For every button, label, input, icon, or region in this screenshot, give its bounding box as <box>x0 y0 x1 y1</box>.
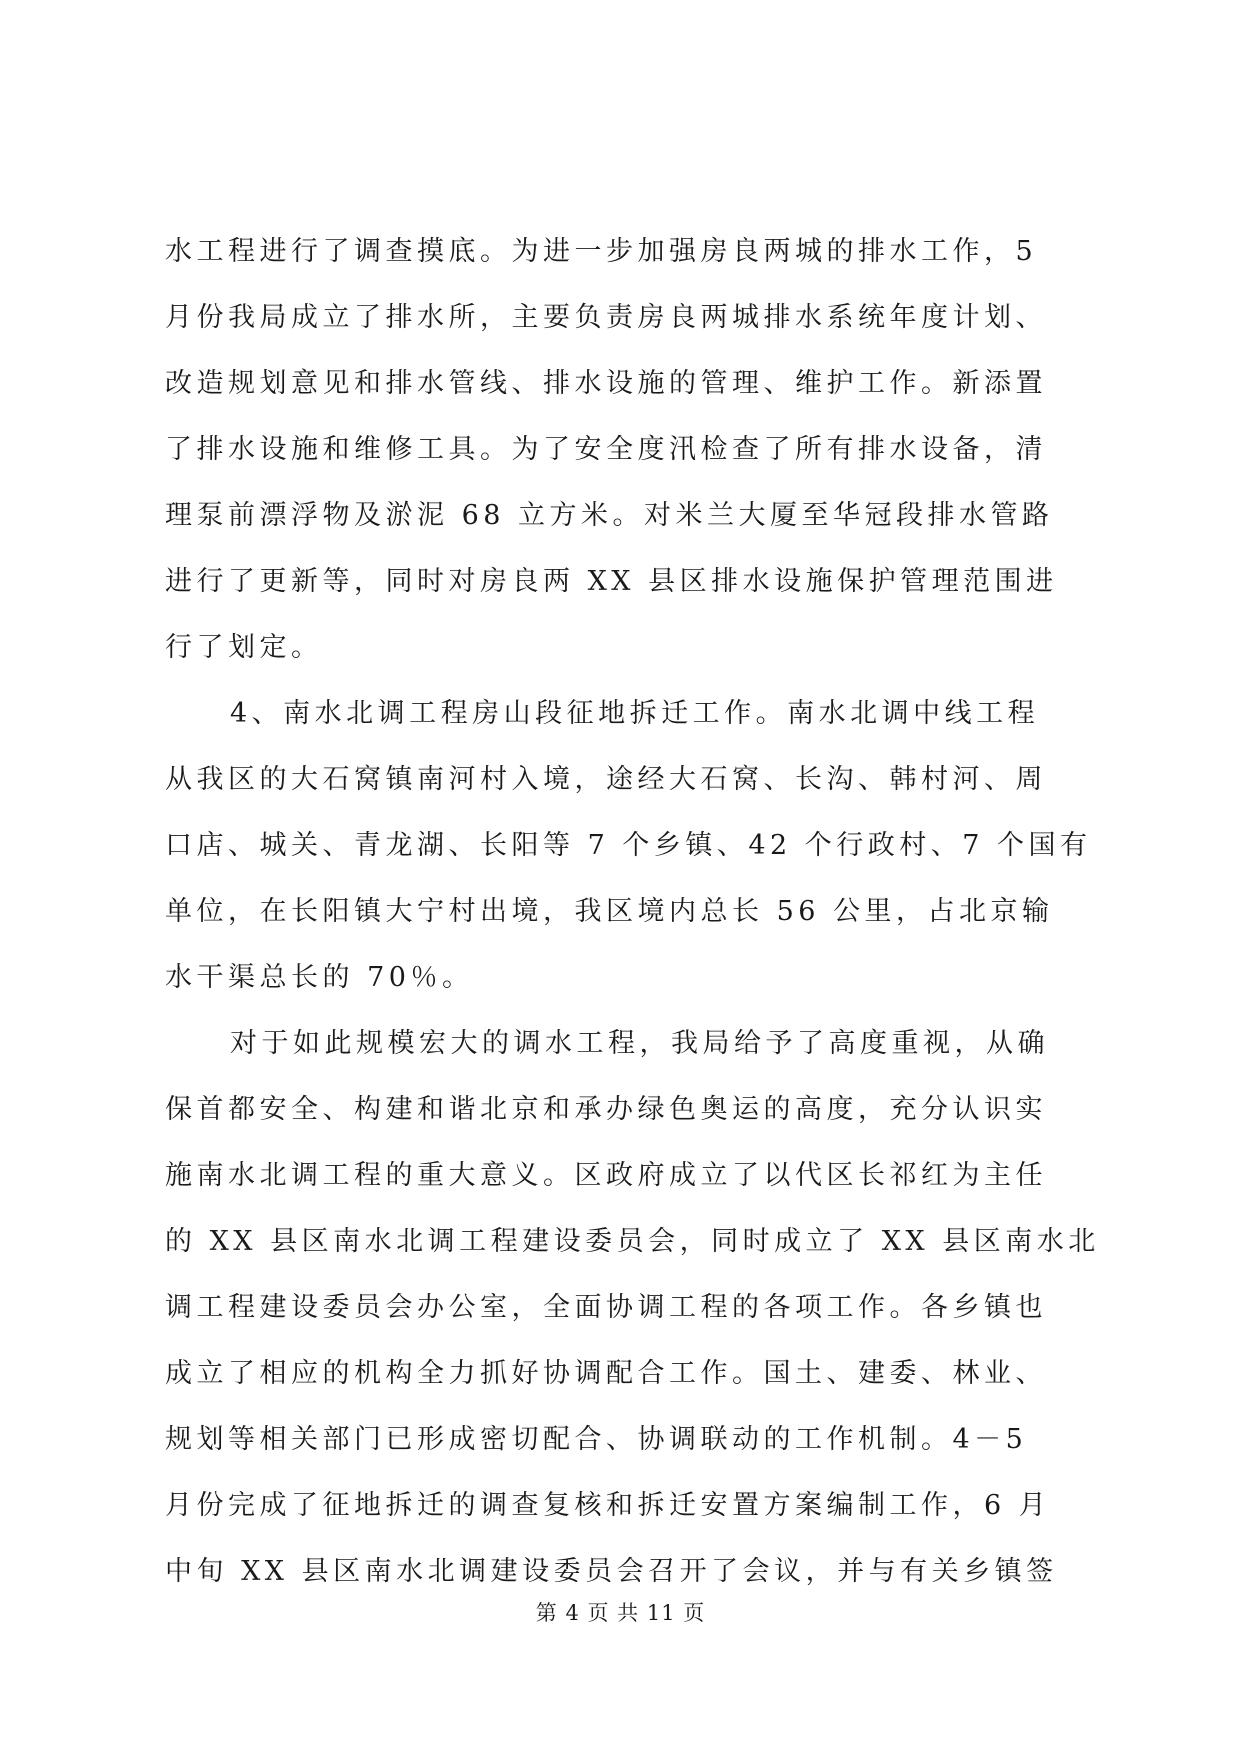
body-line: 从我区的大石窝镇南河村入境，途经大石窝、长沟、韩村河、周 <box>165 764 1047 795</box>
body-line: 月份我局成立了排水所，主要负责房良两城排水系统年度计划、 <box>165 302 1047 333</box>
body-line: 保首都安全、构建和谐北京和承办绿色奥运的高度，充分认识实 <box>165 1094 1047 1125</box>
paragraph-first-line: 对于如此规模宏大的调水工程，我局给予了高度重视，从确 <box>230 1028 1049 1059</box>
body-line: 月份完成了征地拆迁的调查复核和拆迁安置方案编制工作，6 月 <box>165 1490 1051 1521</box>
body-line: 口店、城关、青龙湖、长阳等 7 个乡镇、42 个行政村、7 个国有 <box>165 830 1092 861</box>
body-line: 中旬 XX 县区南水北调建设委员会召开了会议，并与有关乡镇签 <box>165 1556 1058 1587</box>
body-line: 水工程进行了调查摸底。为进一步加强房良两城的排水工作，5 <box>165 236 1038 267</box>
body-line: 进行了更新等，同时对房良两 XX 县区排水设施保护管理范围进 <box>165 566 1058 597</box>
body-line: 水干渠总长的 70％。 <box>165 962 474 993</box>
body-line: 成立了相应的机构全力抓好协调配合工作。国土、建委、林业、 <box>165 1358 1047 1389</box>
page-number-footer: 第 4 页 共 11 页 <box>535 1601 706 1625</box>
body-line: 改造规划意见和排水管线、排水设施的管理、维护工作。新添置 <box>165 368 1047 399</box>
body-line: 理泵前漂浮物及淤泥 68 立方米。对米兰大厦至华冠段排水管路 <box>165 500 1054 531</box>
body-line: 的 XX 县区南水北调工程建设委员会，同时成立了 XX 县区南水北 <box>165 1226 1100 1257</box>
body-line: 行了划定。 <box>165 632 323 663</box>
body-line: 施南水北调工程的重大意义。区政府成立了以代区长祁红为主任 <box>165 1160 1047 1191</box>
paragraph-first-line: 4、南水北调工程房山段征地拆迁工作。南水北调中线工程 <box>230 698 1040 729</box>
body-line: 规划等相关部门已形成密切配合、协调联动的工作机制。4－5 <box>165 1424 1028 1455</box>
body-line: 调工程建设委员会办公室，全面协调工程的各项工作。各乡镇也 <box>165 1292 1047 1323</box>
body-line: 单位，在长阳镇大宁村出境，我区境内总长 56 公里，占北京输 <box>165 896 1054 927</box>
body-line: 了排水设施和维修工具。为了安全度汛检查了所有排水设备，清 <box>165 434 1047 465</box>
